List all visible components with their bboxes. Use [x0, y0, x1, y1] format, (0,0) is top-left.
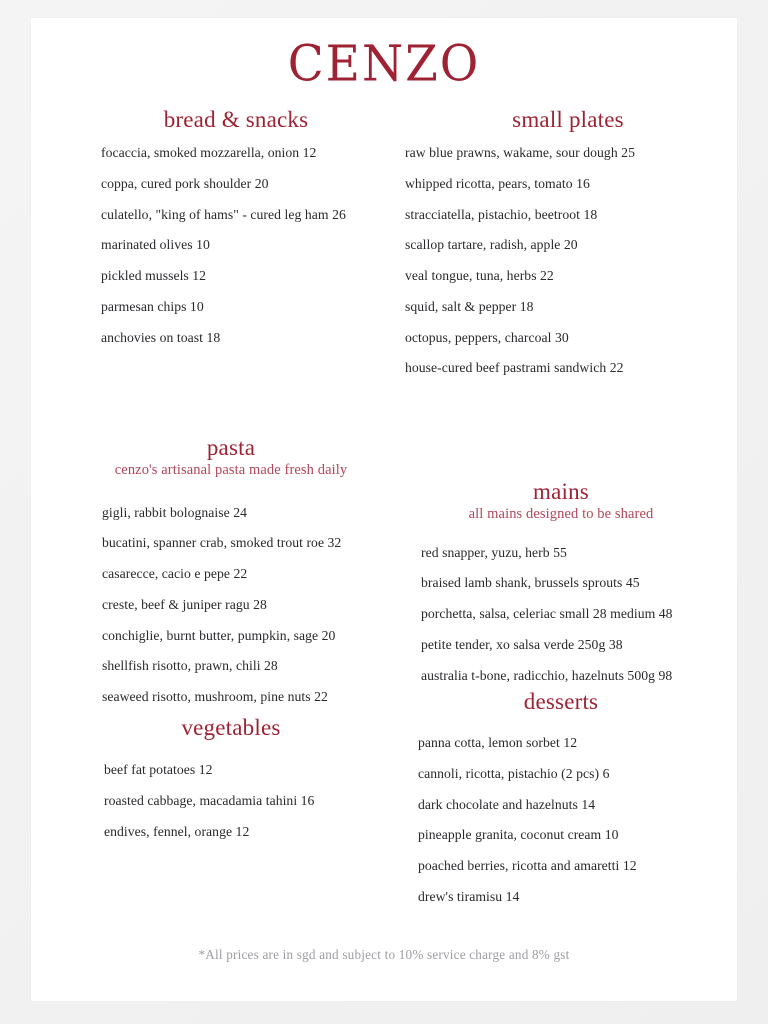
menu-item: house-cured beef pastrami sandwich 22 [405, 360, 624, 376]
item-list-mains [391, 546, 731, 683]
menu-item: bucatini, spanner crab, smoked trout roe 32 [102, 535, 342, 551]
menu-item: raw blue prawns, wakame, sour dough 25 [405, 145, 635, 161]
menu-item: squid, salt & pepper 18 [405, 298, 534, 314]
menu-item: pineapple granita, coconut cream 10 [418, 827, 619, 843]
menu-item: culatello, "king of hams" - cured leg ham 26 [101, 206, 346, 222]
menu-item: marinated olives 10 [101, 237, 210, 253]
menu-item: beef fat potatoes 12 [104, 762, 213, 778]
menu-item: coppa, cured pork shoulder 20 [101, 176, 269, 191]
menu-item: anchovies on toast 18 [101, 329, 221, 345]
section-title-mains: mains [533, 479, 589, 504]
menu-item: drew's tiramisu 14 [418, 888, 520, 904]
menu-item: australia t-bone, radicchio, hazelnuts 500g 98 [421, 667, 673, 683]
menu-item: stracciatella, pistachio, beetroot 18 [405, 206, 598, 222]
section-bread-snacks [71, 107, 401, 344]
menu-item: focaccia, smoked mozzarella, onion 12 [101, 145, 317, 161]
section-subtitle-mains: all mains designed to be shared [468, 506, 654, 523]
section-band-top [31, 107, 737, 407]
menu-item: conchiglie, burnt butter, pumpkin, sage 20 [102, 627, 336, 643]
item-list-desserts [391, 736, 731, 903]
section-title-pasta: pasta [206, 435, 256, 460]
section-desserts [391, 689, 731, 904]
item-list-pasta [71, 506, 391, 704]
section-mains [391, 479, 731, 682]
section-subtitle-pasta: cenzo's artisanal pasta made fresh daily [114, 462, 348, 479]
menu-item: cannoli, ricotta, pistachio (2 pcs) 6 [418, 766, 610, 781]
menu-item: braised lamb shank, brussels sprouts 45 [421, 575, 640, 591]
item-list-vegetables [71, 763, 391, 838]
menu-item: panna cotta, lemon sorbet 12 [418, 735, 578, 751]
menu-item: poached berries, ricotta and amaretti 12 [418, 858, 637, 874]
section-title-small-plates: small plates [512, 107, 624, 132]
menu-item: parmesan chips 10 [101, 298, 204, 314]
section-small-plates [403, 107, 733, 375]
item-list-bread-snacks [71, 146, 401, 344]
menu-item: petite tender, xo salsa verde 250g 38 [421, 636, 623, 652]
menu-item: shellfish risotto, prawn, chili 28 [102, 658, 278, 674]
section-title-bread-snacks: bread & snacks [163, 107, 309, 132]
menu-card [31, 18, 737, 1001]
section-title-desserts: desserts [523, 689, 599, 714]
menu-item: seaweed risotto, mushroom, pine nuts 22 [102, 688, 328, 704]
menu-item: veal tongue, tuna, herbs 22 [405, 268, 554, 284]
section-title-vegetables: vegetables [181, 715, 281, 740]
menu-item: endives, fennel, orange 12 [104, 823, 250, 839]
menu-item: porchetta, salsa, celeriac small 28 medium 48 [421, 606, 673, 622]
menu-item: red snapper, yuzu, herb 55 [421, 544, 567, 560]
menu-item: casarecce, cacio e pepe 22 [102, 566, 248, 582]
section-pasta [71, 435, 391, 704]
section-vegetables [71, 715, 391, 838]
item-list-small-plates [403, 146, 733, 375]
menu-item: roasted cabbage, macadamia tahini 16 [104, 793, 315, 808]
menu-item: scallop tartare, radish, apple 20 [405, 237, 578, 253]
menu-item: dark chocolate and hazelnuts 14 [418, 796, 596, 812]
menu-item: creste, beef & juniper ragu 28 [102, 596, 267, 612]
restaurant-logo: CENZO [287, 35, 481, 94]
menu-item: pickled mussels 12 [101, 268, 207, 284]
price-disclaimer: *All prices are in sgd and subject to 10% service charge and 8% gst [198, 947, 570, 962]
menu-item: whipped ricotta, pears, tomato 16 [405, 176, 590, 191]
menu-item: gigli, rabbit bolognaise 24 [102, 504, 248, 520]
menu-item: octopus, peppers, charcoal 30 [405, 329, 569, 345]
